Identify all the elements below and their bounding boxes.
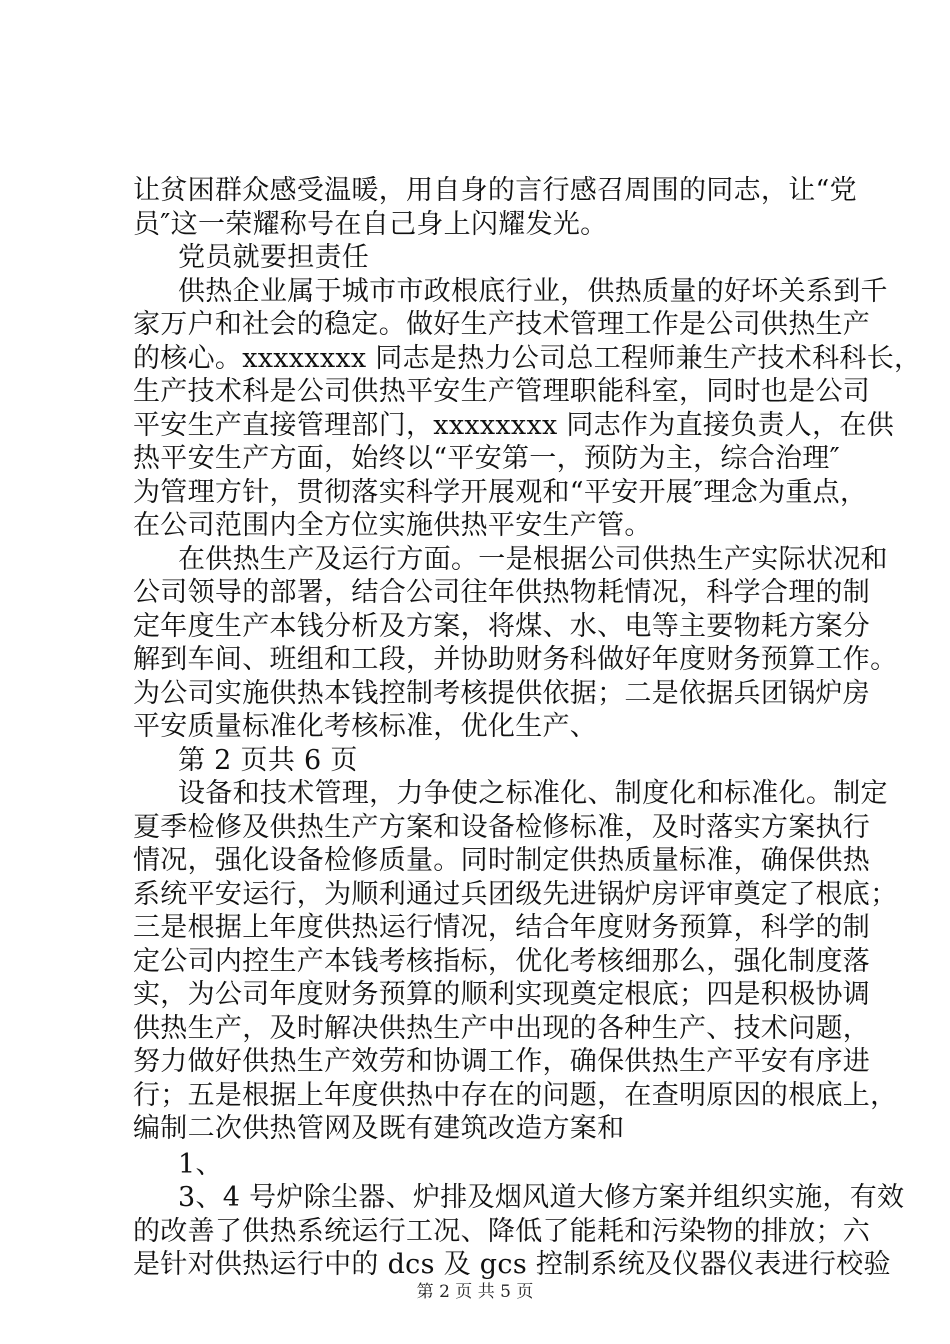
text-line: 编制二次供热管网及既有建筑改造方案和 <box>133 1113 625 1144</box>
text-line: 供热企业属于城市市政根底行业，供热质量的好坏关系到千 <box>178 275 888 307</box>
text-line: 的改善了供热系统运行工况、降低了能耗和污染物的排放；六 <box>133 1215 871 1247</box>
text-line: 公司领导的部署，结合公司往年供热物耗情况，科学合理的制 <box>133 577 871 608</box>
text-line: 为管理方针，贯彻落实科学开展观和“平安开展″理念为重点， <box>133 476 868 508</box>
text-line: 设备和技术管理，力争使之标准化、制度化和标准化。制定 <box>178 778 888 809</box>
text-line: 热平安生产方面，始终以“平安第一，预防为主，综合治理″ <box>133 443 840 474</box>
list-number: 1、 <box>178 1148 223 1180</box>
text-line: 的核心。xxxxxxxx 同志是热力公司总工程师兼生产技术科科长， <box>133 342 922 374</box>
text-line: 为公司实施供热本钱控制考核提供依据；二是依据兵团锅炉房 <box>133 677 871 709</box>
inline-page-marker: 第 2 页共 6 页 <box>178 744 358 776</box>
text-line: 努力做好供热生产效劳和协调工作，确保供热生产平安有序进 <box>133 1046 871 1077</box>
text-line: 在供热生产及运行方面。一是根据公司供热生产实际状况和 <box>178 543 888 575</box>
text-line: 供热生产，及时解决供热生产中出现的各种生产、技术问题， <box>133 1012 871 1044</box>
text-line: 平安生产直接管理部门，xxxxxxxx 同志作为直接负责人，在供 <box>133 409 894 441</box>
text-line: 平安质量标准化考核标准，优化生产、 <box>133 711 598 742</box>
text-line: 3、4 号炉除尘器、炉排及烟风道大修方案并组织实施，有效 <box>178 1182 905 1213</box>
text-line: 家万户和社会的稳定。做好生产技术管理工作是公司供热生产 <box>133 309 871 340</box>
text-line: 情况，强化设备检修质量。同时制定供热质量标准，确保供热 <box>133 845 871 876</box>
text-line: 夏季检修及供热生产方案和设备检修标准，及时落实方案执行 <box>133 811 871 843</box>
text-line: 解到车间、班组和工段，并协助财务科做好年度财务预算工作。 <box>133 644 898 675</box>
text-line: 让贫困群众感受温暖，用自身的言行感召周围的同志，让“党 <box>133 175 857 206</box>
text-line: 员″这一荣耀称号在自己身上闪耀发光。 <box>133 208 608 240</box>
text-line: 定年度生产本钱分析及方案，将煤、水、电等主要物耗方案分 <box>133 610 871 642</box>
text-line: 三是根据上年度供热运行情况，结合年度财务预算，科学的制 <box>133 912 871 943</box>
text-line: 实，为公司年度财务预算的顺利实现奠定根底；四是积极协调 <box>133 979 871 1010</box>
text-line: 定公司内控生产本钱考核指标，优化考核细那么，强化制度落 <box>133 945 871 977</box>
section-heading: 党员就要担责任 <box>178 242 370 273</box>
text-line: 是针对供热运行中的 dcs 及 gcs 控制系统及仪器仪表进行校验 <box>133 1249 891 1280</box>
text-line: 生产技术科是公司供热平安生产管理职能科室，同时也是公司 <box>133 376 871 407</box>
text-line: 在公司范围内全方位实施供热平安生产管。 <box>133 510 652 541</box>
page-footer: 第 2 页 共 5 页 <box>416 1282 534 1302</box>
text-line: 系统平安运行，为顺利通过兵团级先进锅炉房评审奠定了根底； <box>133 878 898 910</box>
text-line: 行；五是根据上年度供热中存在的问题，在查明原因的根底上， <box>133 1079 898 1111</box>
